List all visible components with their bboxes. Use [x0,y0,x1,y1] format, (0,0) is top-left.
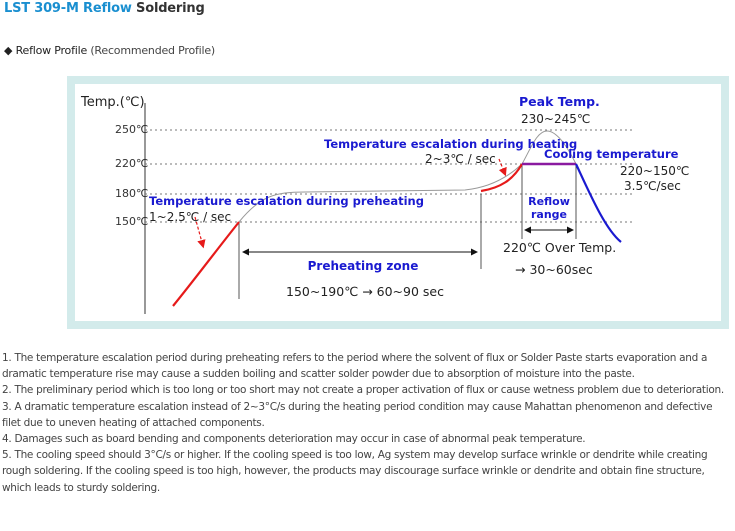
cooling-rate: 3.5℃/sec [624,179,681,193]
cooling-title: Cooling temperature [544,147,679,161]
y-tick-label: 150℃ [115,215,149,228]
over-temp-time: → 30~60sec [515,262,593,277]
note-item: 3. A dramatic temperature escalation instead of 2~3°C/s during the heating period condition may cause Mahattan phenomenon and defective filet due to uneven heating of attached components. [2,400,713,429]
reflow-range-label-2: range [530,208,568,221]
notes-list [2,350,732,496]
cooling-line [576,164,621,242]
y-tick-label: 180℃ [115,187,149,200]
section-label: Reflow Profile [15,44,88,57]
product-name: LST 309-M Reflow [4,1,132,16]
reflow-range-label-1: Reflow [528,195,570,208]
preheating-zone-label: Preheating zone [307,259,419,273]
reflow-profile-chart [75,84,721,321]
section-heading [4,44,215,57]
preheat-rate: 1~2.5℃ / sec [149,210,232,224]
note-item: 5. The cooling speed should 3°C/s or higher. If the cooling speed is too low, Ag system may develop surface wrinkle or dendrite while creating rough soldering. If the cooling speed is too high, however, the products may discourage surface wrinkle or dendrite and obtain fine structure, which leads to sturdy soldering. [2,449,708,494]
section-sublabel: (Recommended Profile) [90,44,216,57]
peak-temp-title: Peak Temp. [519,94,600,109]
chart-frame [67,76,729,329]
preheating-spec: 150~190℃ → 60~90 sec [286,284,444,299]
heating-ramp-line [481,164,522,191]
heating-rate: 2~3℃ / sec [425,152,496,166]
heating-leader-arrow [499,159,505,174]
y-axis-label: Temp.(℃) [81,95,145,110]
note-item: 2. The preliminary period which is too long or too short may not create a proper activation of flux or cause wetness problem due to deterioration. [2,384,724,397]
preheat-ramp-line [173,222,239,306]
over-temp-label: 220℃ Over Temp. [503,240,617,255]
page-title [4,1,205,16]
y-tick-label: 250℃ [115,123,149,136]
peak-temp-range: 230~245℃ [521,112,591,126]
preheat-title: Temperature escalation during preheating [149,194,424,208]
note-item: 4. Damages such as board bending and components deterioration may occur in case of abnormal peak temperature. [2,433,586,446]
cooling-range: 220~150℃ [620,164,690,178]
diamond-bullet-icon: ◆ [4,44,13,57]
note-item: 1. The temperature escalation period during preheating refers to the period where the solvent of flux or Solder Paste starts evaporation and a dramatic temperature rise may cause a sudden boiling and scatter solder powder due to absorption of moisture into the paste. [2,352,708,381]
title-suffix: Soldering [131,1,205,16]
chart-panel [75,84,721,321]
y-tick-label: 220℃ [115,157,149,170]
heating-title: Temperature escalation during heating [324,137,578,151]
